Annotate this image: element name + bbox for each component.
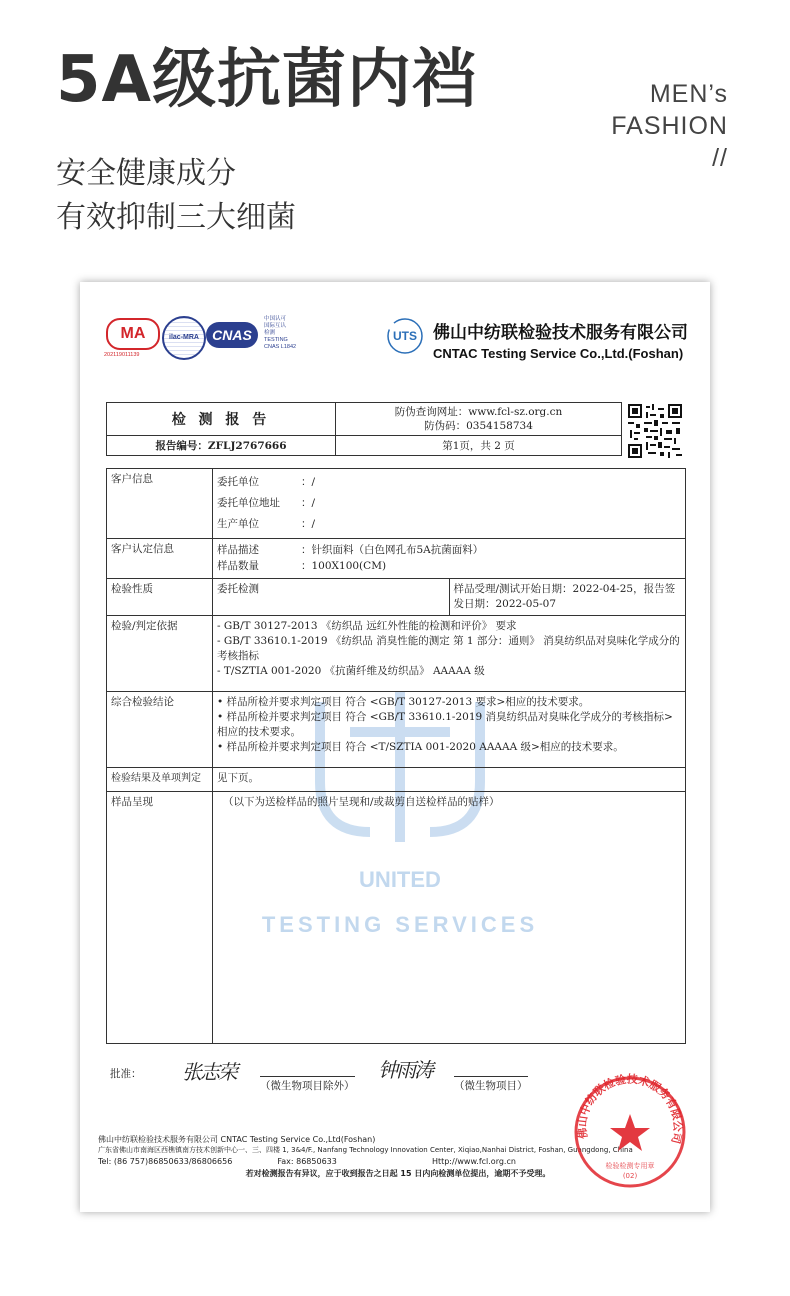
client-info-cell bbox=[213, 469, 686, 539]
field-value: ：/ bbox=[301, 497, 316, 509]
brand-line-slashes: // bbox=[712, 144, 728, 172]
cma-number: 202119011139 bbox=[104, 352, 140, 358]
test-report-document bbox=[80, 282, 710, 1212]
approve-label: 批准： bbox=[110, 1068, 142, 1080]
basis-item: - GB/T 33610.1-2019 《纺织品 消臭性能的测定 第 1 部分：通则》 消臭纺织品对臭味化学成分的考核指标 bbox=[217, 635, 680, 662]
page-number: 第1页，共 2 页 bbox=[336, 436, 622, 456]
company-name-en: CNTAC Testing Service Co.,Ltd.(Foshan) bbox=[433, 346, 684, 361]
sample-value: （以下为送检样品的照片呈现和/或裁剪自送检样品的贴样） bbox=[213, 792, 686, 1044]
test-nature-value: 委托检测 bbox=[213, 579, 450, 616]
client-field-row bbox=[217, 493, 681, 514]
test-nature-label: 检验性质 bbox=[107, 579, 213, 616]
field-value: ：/ bbox=[301, 476, 316, 488]
company-header bbox=[393, 318, 688, 361]
field-label: 委托单位 bbox=[217, 476, 259, 488]
report-number: 报告编号：ZFLJ2767666 bbox=[107, 436, 336, 456]
cnas-caption-line: CNAS L1842 bbox=[264, 344, 297, 350]
verify-code: 防伪码：0354158734 bbox=[424, 420, 533, 432]
footer-tel: Tel: (86 757)86850633/86806656 bbox=[98, 1157, 233, 1166]
cnas-caption-line: TESTING bbox=[264, 337, 288, 343]
client-info-label: 客户信息 bbox=[107, 469, 213, 539]
footer-company: 佛山中纺联检验技术服务有限公司 CNTAC Testing Service Co.,Ltd(Foshan) bbox=[98, 1135, 376, 1144]
report-header-table bbox=[106, 402, 622, 456]
test-basis-label: 检验/判定依据 bbox=[107, 616, 213, 692]
footer-web: Http://www.fcl.org.cn bbox=[431, 1157, 516, 1166]
customer-confirmed-cell bbox=[213, 539, 686, 579]
confirm-field-row bbox=[217, 542, 681, 558]
field-value: ：针织面料（白色网孔布5A抗菌面料） bbox=[301, 544, 484, 556]
basis-item: - T/SZTIA 001-2020 《抗菌纤维及纺织品》 AAAAA 级 bbox=[217, 665, 485, 677]
footer-fax: Fax: 86850633 bbox=[277, 1157, 337, 1166]
brand-line-men: MEN’s bbox=[649, 80, 728, 108]
subtitle-line-2: 有效抑制三大细菌 bbox=[56, 200, 296, 235]
verify-site: 防伪查询网址：www.fcl-sz.org.cn bbox=[394, 406, 563, 418]
conclusion-label: 综合检验结论 bbox=[107, 692, 213, 768]
signature-2: 钟雨涛 bbox=[378, 1058, 432, 1082]
ilac-mra-logo: ilac-MRA bbox=[162, 316, 206, 360]
customer-confirmed-label: 客户认定信息 bbox=[107, 539, 213, 579]
company-name-cn: 佛山中纺联检验技术服务有限公司 bbox=[433, 323, 688, 343]
cnas-caption bbox=[264, 316, 296, 351]
field-label: 样品描述 bbox=[217, 544, 259, 556]
conclusion-item: • 样品所检并要求判定项目 符合 <GB/T 30127-2013 要求>相应的技术要求。 bbox=[217, 696, 590, 708]
confirm-field-row bbox=[217, 558, 681, 574]
cnas-caption-line: 国际互认 bbox=[264, 323, 287, 329]
field-label: 委托单位地址 bbox=[217, 497, 280, 509]
subtitle-line-1: 安全健康成分 bbox=[56, 156, 236, 191]
uts-logo-letters: UTS bbox=[393, 329, 417, 343]
cnas-logo: CNAS bbox=[206, 322, 258, 348]
field-label: 样品数量 bbox=[217, 560, 259, 572]
footer-address: 广东省佛山市南海区西樵镇南方技术创新中心一、三、四楼 1, 3&4/F., Nanfang Technology Innovation Center, Xiqiao,Nanhai District, Foshan, Guangdong, China bbox=[98, 1146, 633, 1154]
conclusion-cell bbox=[213, 692, 686, 768]
field-value: ：100X100(CM) bbox=[301, 560, 387, 572]
cnas-caption-line: 中国认可 bbox=[264, 316, 287, 322]
hero-title: 5A级抗菌内裆 bbox=[56, 43, 478, 117]
signature-1: 张志荣 bbox=[182, 1060, 236, 1084]
uts-logo-icon bbox=[385, 316, 425, 356]
conclusion-item: • 样品所检并要求判定项目 符合 <T/SZTIA 001-2020 AAAAA 级>相应的技术要求。 bbox=[217, 741, 624, 753]
signature-1-role: （微生物项目除外） bbox=[260, 1076, 355, 1093]
cma-logo: MA bbox=[106, 318, 160, 350]
accreditation-logos bbox=[106, 316, 346, 356]
verify-info bbox=[336, 403, 622, 436]
brand-line-fashion: FASHION bbox=[611, 112, 728, 140]
footer-notice: 若对检测报告有异议，应于收到报告之日起 15 日内向检测单位提出，逾期不予受理。 bbox=[245, 1169, 551, 1178]
stamp-sub-text: 检验检测专用章 bbox=[605, 1162, 655, 1170]
qr-code-icon bbox=[628, 404, 682, 458]
field-label: 生产单位 bbox=[217, 518, 259, 530]
sample-label: 样品呈现 bbox=[107, 792, 213, 1044]
stamp-company-text: 佛山中纺联检验技术服务有限公司 bbox=[575, 1072, 685, 1145]
test-dates: 样品受理/测试开始日期：2022-04-25，报告签发日期：2022-05-07 bbox=[449, 579, 686, 616]
basis-item: - GB/T 30127-2013 《纺织品 远红外性能的检测和评价》 要求 bbox=[217, 620, 517, 632]
cnas-caption-line: 检测 bbox=[264, 330, 276, 336]
official-stamp-icon bbox=[570, 1072, 690, 1192]
subtitle bbox=[56, 152, 296, 240]
signature-2-role: （微生物项目） bbox=[454, 1076, 528, 1093]
watermark-testing-services: TESTING SERVICES bbox=[261, 912, 539, 937]
conclusion-item: • 样品所检并要求判定项目 符合 <GB/T 33610.1-2019 消臭纺织品对臭味化学成分的考核指标>相应的技术要求。 bbox=[217, 711, 673, 738]
brand-block bbox=[611, 78, 728, 174]
watermark-united: UNITED bbox=[359, 867, 441, 892]
result-label: 检验结果及单项判定 bbox=[107, 768, 213, 792]
test-basis-cell bbox=[213, 616, 686, 692]
report-main-table bbox=[106, 468, 686, 1044]
report-title: 检 测 报 告 bbox=[107, 403, 336, 436]
client-field-row bbox=[217, 514, 681, 535]
field-value: ：/ bbox=[301, 518, 316, 530]
result-value: 见下页。 bbox=[213, 768, 686, 792]
stamp-number: (02) bbox=[622, 1172, 638, 1180]
client-field-row bbox=[217, 472, 681, 493]
